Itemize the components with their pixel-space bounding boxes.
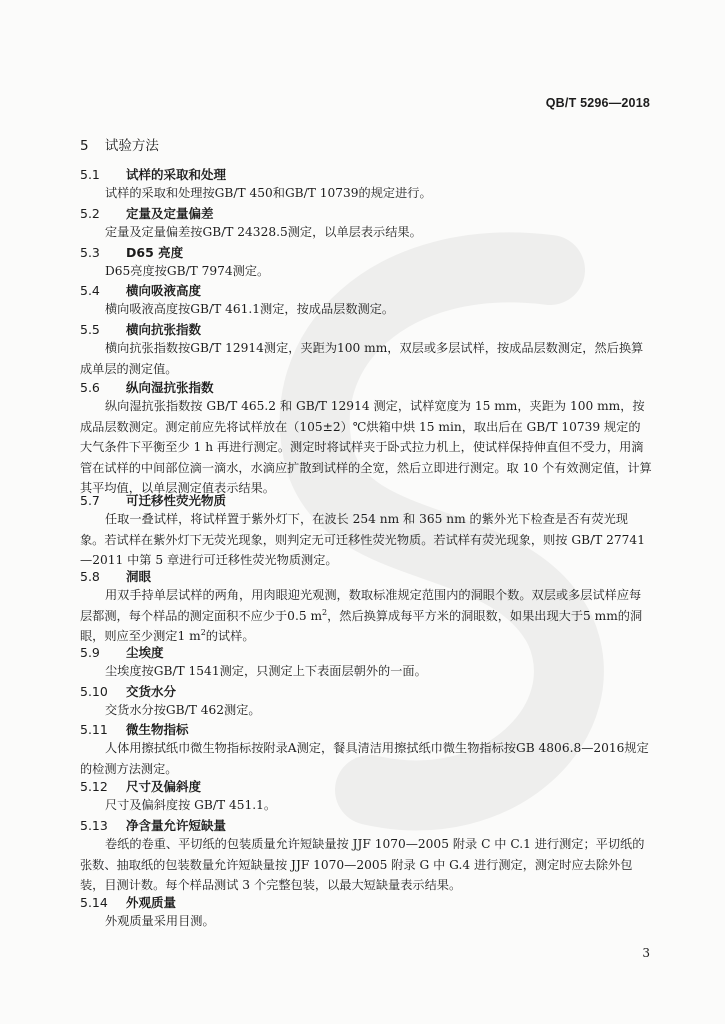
clause-title: 横向抗张指数 bbox=[126, 322, 202, 337]
clause-heading-5-6 bbox=[80, 380, 214, 396]
clause-number: 5.5 bbox=[80, 322, 100, 337]
clause-title: 横向吸液高度 bbox=[126, 283, 202, 298]
clause-heading-5-7 bbox=[80, 493, 226, 509]
clause-body-5-6: 纵向湿抗张指数按 GB/T 465.2 和 GB/T 12914 测定，试样宽度为 15 mm，夹距为 100 mm，按成品层数测定。测定前应先将试样放在（105±2）℃烘箱中烘 15 min，取出后在 GB/T 10739 规定的大气条件下平衡至少 1 h 再进行测定。测定时将试样夹于卧式拉力机上，使试样保持伸直但不受力，用滴管在试样的中间部位滴一滴水，水滴应扩散到试样的全宽，然后立即进行测定。取 10 个有效测定值，计算其平均值，以单层测定值表示结果。 bbox=[80, 399, 652, 495]
clause-body-5-2: 定量及定量偏差按GB/T 24328.5测定，以单层表示结果。 bbox=[105, 225, 422, 239]
clause-number: 5.13 bbox=[80, 818, 108, 833]
clause-title: 洞眼 bbox=[126, 569, 152, 584]
clause-body-5-11: 人体用擦拭纸巾微生物指标按附录A测定，餐具清洁用擦拭纸巾微生物指标按GB 4806.8—2016规定的检测方法测定。 bbox=[80, 741, 649, 776]
clause-heading-5-12 bbox=[80, 779, 201, 795]
clause-body-5-12: 尺寸及偏斜度按 GB/T 451.1。 bbox=[105, 798, 277, 812]
clause-number: 5.1 bbox=[80, 167, 100, 182]
clause-number: 5.10 bbox=[80, 684, 108, 699]
clause-body-5-7: 任取一叠试样，将试样置于紫外灯下，在波长 254 nm 和 365 nm 的紫外光下检查是否有荧光现象。若试样在紫外灯下无荧光现象，则判定无可迁移性荧光物质。若试样有荧光现象，则按 GB/T 27741—2011 中第 5 章进行可迁移性荧光物质测定。 bbox=[80, 512, 645, 567]
clause-body-5-3: D65亮度按GB/T 7974测定。 bbox=[105, 264, 270, 278]
clause-heading-5-8 bbox=[80, 569, 151, 585]
clause-number: 5.4 bbox=[80, 283, 100, 298]
clause-title: 交货水分 bbox=[126, 684, 177, 699]
clause-heading-5-5 bbox=[80, 322, 201, 338]
clause-title: 纵向湿抗张指数 bbox=[126, 380, 214, 395]
clause-title: 尘埃度 bbox=[126, 645, 164, 660]
clause-body-5-5: 横向抗张指数按GB/T 12914测定，夹距为100 mm，双层或多层试样，按成品层数测定，然后换算成单层的测定值。 bbox=[80, 341, 644, 376]
clause-number: 5.12 bbox=[80, 779, 108, 794]
clause-body-5-9: 尘埃度按GB/T 1541测定，只测定上下表面层朝外的一面。 bbox=[105, 664, 427, 678]
clause-number: 5.9 bbox=[80, 645, 100, 660]
page-number: 3 bbox=[642, 946, 650, 960]
clause-number: 5.2 bbox=[80, 206, 100, 221]
clause-heading-5-14 bbox=[80, 895, 176, 911]
section-title: 试验方法 bbox=[104, 138, 159, 154]
clause-heading-5-2 bbox=[80, 206, 214, 222]
clause-title: 定量及定量偏差 bbox=[126, 206, 214, 221]
clause-heading-5-3 bbox=[80, 245, 183, 261]
section-heading bbox=[80, 134, 159, 154]
clause-number: 5.8 bbox=[80, 569, 100, 584]
standard-code-header: QB/T 5296—2018 bbox=[545, 96, 650, 110]
clause-title: 外观质量 bbox=[126, 895, 177, 910]
clause-heading-5-10 bbox=[80, 684, 176, 700]
clause-body-5-13: 卷纸的卷重、平切纸的包装质量允许短缺量按 JJF 1070—2005 附录 C 中 C.1 进行测定；平切纸的张数、抽取纸的包装数量允许短缺量按 JJF 1070—2005 附录 G 中 G.4 进行测定，测定时应去除外包装，目测计数。每个样品测试 3 个完整包装，以最大短缺量表示结果。 bbox=[80, 837, 645, 892]
clause-number: 5.3 bbox=[80, 245, 100, 260]
clause-number: 5.7 bbox=[80, 493, 100, 508]
clause-body-5-8: 用双手持单层试样的两角，用肉眼迎光观测，数取标准规定范围内的洞眼个数。双层或多层试样应每层都测，每个样品的测定面积不应少于0.5 $m^2$，然后换算成每平方米的洞眼数，如果出现大于5 mm的洞眼，则应至少测定1 $m^2$的试样。 bbox=[80, 588, 643, 643]
clause-heading-5-1 bbox=[80, 167, 226, 183]
clause-title: 净含量允许短缺量 bbox=[126, 818, 227, 833]
clause-heading-5-4 bbox=[80, 283, 201, 299]
clause-number: 5.11 bbox=[80, 722, 108, 737]
clause-body-5-10: 交货水分按GB/T 462测定。 bbox=[105, 703, 261, 717]
clause-title: 微生物指标 bbox=[126, 722, 189, 737]
clause-body-5-4: 横向吸液高度按GB/T 461.1测定，按成品层数测定。 bbox=[105, 302, 395, 316]
clause-number: 5.14 bbox=[80, 895, 108, 910]
clause-title: D65 亮度 bbox=[126, 245, 184, 260]
clause-title: 尺寸及偏斜度 bbox=[126, 779, 202, 794]
clause-body-5-1: 试样的采取和处理按GB/T 450和GB/T 10739的规定进行。 bbox=[105, 186, 432, 200]
clause-heading-5-13 bbox=[80, 818, 226, 834]
clause-heading-5-9 bbox=[80, 645, 164, 661]
section-number: 5 bbox=[80, 138, 89, 154]
clause-title: 可迁移性荧光物质 bbox=[126, 493, 227, 508]
clause-number: 5.6 bbox=[80, 380, 100, 395]
clause-title: 试样的采取和处理 bbox=[126, 167, 227, 182]
clause-body-5-14: 外观质量采用目测。 bbox=[105, 914, 215, 928]
clause-heading-5-11 bbox=[80, 722, 189, 738]
